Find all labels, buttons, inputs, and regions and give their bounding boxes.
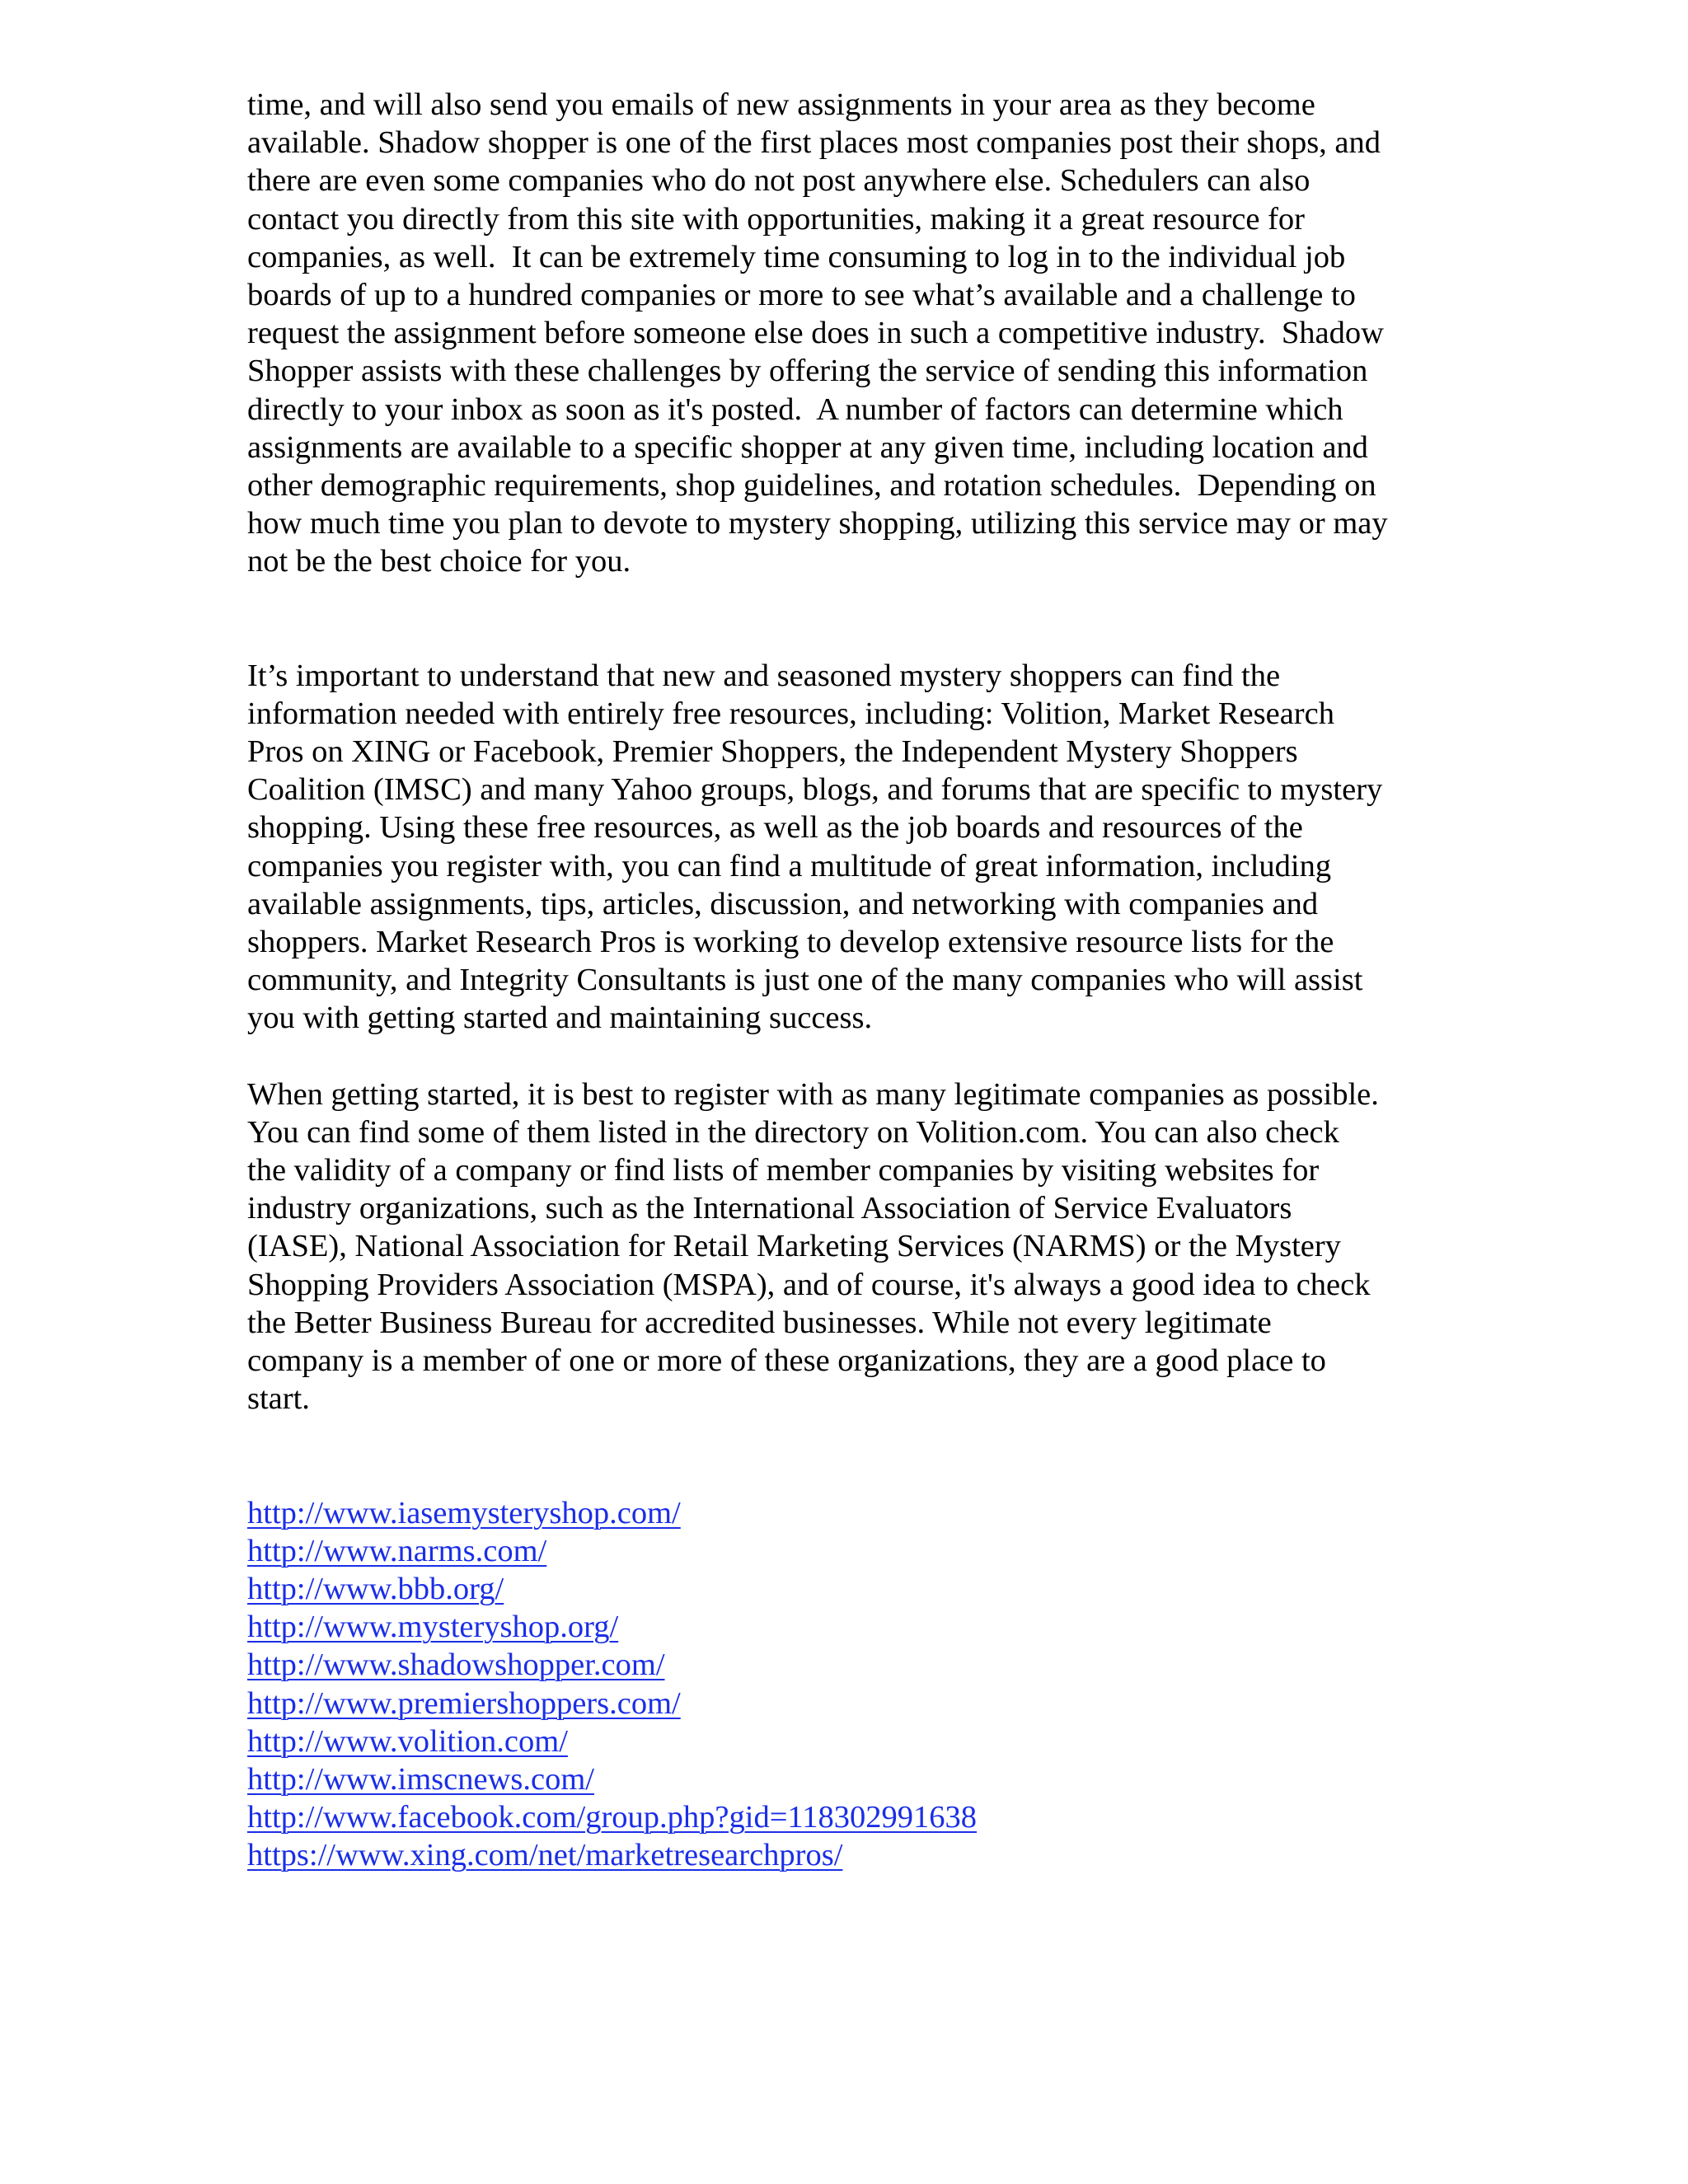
document-body [247,86,1451,1875]
text-line: available. Shadow shopper is one of the first places most companies post their shops, and [247,125,1381,161]
text-line: (IASE), National Association for Retail Marketing Services (NARMS) or the Mystery [247,1229,1341,1264]
text-line: You can find some of them listed in the directory on Volition.com. You can also check [247,1114,1339,1150]
text-line: assignments are available to a specific shopper at any given time, including location and [247,429,1368,465]
link-xing-marketresearchpros[interactable]: https://www.xing.com/net/marketresearchpros/ [247,1838,843,1873]
text-line: you with getting started and maintaining success. [247,1001,873,1036]
link-mysteryshop[interactable]: http://www.mysteryshop.org/ [247,1610,619,1645]
link-iase[interactable]: http://www.iasemysteryshop.com/ [247,1495,681,1530]
text-line: community, and Integrity Consultants is just one of the many companies who will assist [247,963,1363,998]
paragraph-spacer [247,581,1451,657]
link-narms[interactable]: http://www.narms.com/ [247,1533,547,1568]
link-facebook-group[interactable]: http://www.facebook.com/group.php?gid=118302991638 [247,1800,977,1835]
text-line: companies, as well. It can be extremely time consuming to log in to the individual job [247,239,1346,274]
paragraph-getting-started [247,1076,1451,1418]
text-line: directly to your inbox as soon as it's posted. A number of factors can determine which [247,391,1343,427]
link-volition[interactable]: http://www.volition.com/ [247,1723,568,1759]
text-line: Pros on XING or Facebook, Premier Shoppers, the Independent Mystery Shoppers [247,734,1298,770]
text-line: there are even some companies who do not post anywhere else. Schedulers can also [247,163,1311,199]
link-shadowshopper[interactable]: http://www.shadowshopper.com/ [247,1647,665,1683]
link-imscnews[interactable]: http://www.imscnews.com/ [247,1761,594,1797]
text-line: shopping. Using these free resources, as well as the job boards and resources of the [247,810,1303,846]
text-line: company is a member of one or more of these organizations, they are a good place to [247,1343,1326,1379]
link-premiershoppers[interactable]: http://www.premiershoppers.com/ [247,1685,681,1721]
text-line: the validity of a company or find lists of member companies by visiting websites for [247,1153,1320,1188]
paragraph-spacer [247,1418,1451,1494]
text-line: not be the best choice for you. [247,544,631,579]
text-line: Shopping Providers Association (MSPA), and of course, it's always a good idea to check [247,1267,1371,1302]
text-line: shoppers. Market Research Pros is working to develop extensive resource lists for the [247,925,1334,960]
link-bbb[interactable]: http://www.bbb.org/ [247,1571,504,1606]
text-line: contact you directly from this site with opportunities, making it a great resource for [247,201,1305,237]
text-line: start. [247,1381,310,1417]
text-line: request the assignment before someone else does in such a competitive industry. Shadow [247,316,1384,351]
paragraph-spacer [247,1038,1451,1076]
text-line: companies you register with, you can find a multitude of great information, including [247,848,1332,883]
text-line: time, and will also send you emails of new assignments in your area as they become [247,87,1315,122]
text-line: information needed with entirely free resources, including: Volition, Market Research [247,696,1334,731]
text-line: It’s important to understand that new and seasoned mystery shoppers can find the [247,658,1281,693]
text-line: Coalition (IMSC) and many Yahoo groups, blogs, and forums that are specific to mystery [247,772,1383,808]
paragraph-shadow-shopper [247,86,1451,581]
resource-link-list [247,1494,1451,1875]
paragraph-free-resources [247,657,1451,1038]
text-line: available assignments, tips, articles, discussion, and networking with companies and [247,886,1319,921]
text-line: other demographic requirements, shop guidelines, and rotation schedules. Depending on [247,468,1376,504]
text-line: boards of up to a hundred companies or more to see what’s available and a challenge to [247,278,1356,313]
text-line: the Better Business Bureau for accredited businesses. While not every legitimate [247,1305,1272,1340]
text-line: how much time you plan to devote to mystery shopping, utilizing this service may or may [247,506,1388,541]
text-line: Shopper assists with these challenges by offering the service of sending this information [247,354,1368,389]
text-line: industry organizations, such as the International Association of Service Evaluators [247,1191,1292,1226]
text-line: When getting started, it is best to register with as many legitimate companies as possible. [247,1076,1379,1112]
